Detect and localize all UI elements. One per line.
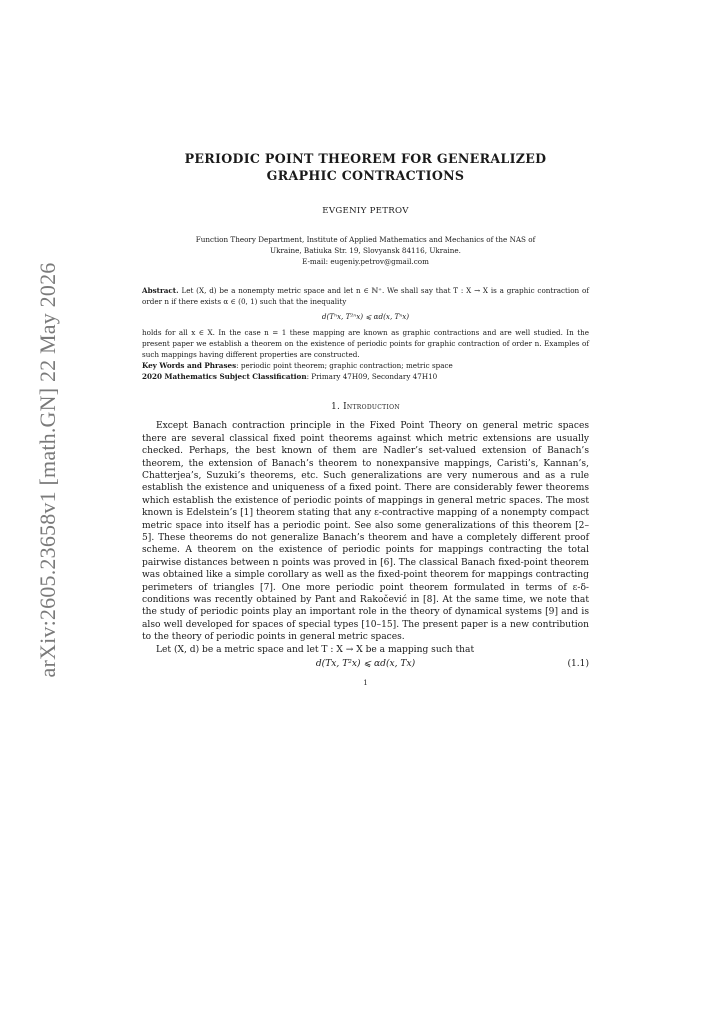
affiliation-line-2: Ukraine, Batiuka Str. 19, Slovyansk 84116, Ukraine. [270, 246, 461, 255]
affiliation-line-1: Function Theory Department, Institute of Applied Mathematics and Mechanics of the NAS of [195, 235, 536, 244]
section-heading: 1. Introduction [331, 402, 400, 413]
title-line-1: PERIODIC POINT THEOREM FOR GENERALIZED [184, 151, 547, 166]
abstract-equation: d(Tⁿx, T²ⁿx) ⩽ αd(x, Tⁿx) [321, 311, 410, 321]
msc-label: 2020 Mathematics Subject Classification [142, 371, 307, 381]
author-name: EVGENIY PETROV [322, 206, 409, 216]
paper-page [142, 150, 589, 687]
page-number: 1 [363, 679, 368, 688]
keywords-text: : periodic point theorem; graphic contraction; metric space [236, 360, 453, 370]
msc-text: : Primary 47H09, Secondary 47H10 [306, 371, 438, 381]
introduction-body [142, 420, 589, 656]
affiliation-email: E-mail: eugeniy.petrov@gmail.com [302, 257, 429, 266]
equation-main: d(Tx, T²x) ⩽ αd(x, Tx) [315, 659, 416, 670]
arxiv-side-stamp [30, 240, 66, 700]
abstract-block [142, 286, 589, 382]
title-line-2: GRAPHIC CONTRACTIONS [266, 168, 465, 183]
abstract-paragraph-1 [142, 286, 589, 308]
paper-title [142, 150, 589, 184]
abstract-label: Abstract. [142, 286, 179, 295]
abstract-text-2: holds for all x ∈ X. In the case n = 1 these mapping are known as graphic contractions and are well studied. In the present paper we establish a theorem on the existence of periodic points for graphic contraction of order n. Examples of such mappings having different properties are constructed. [142, 328, 589, 359]
affiliation [142, 234, 589, 267]
intro-paragraph: Except Banach contraction principle in the Fixed Point Theory on general metric spaces there are several classical fixed point theorems against which metric extensions are usually checked. Perhaps, the best known of them are Nadler’s set-valued extension of Banach’s theorem, the extension of Banach’s theorem to nonexpansive mappings, Caristi’s, Kannan’s, Chatterjea’s, Suzuki’s theorems, etc. Such generalizations are very numerous and as a rule establish the existence and uniqueness of a fixed point. There are considerably fewer theorems which establish the existence of periodic points of mappings in general metric spaces. The most known is Edelstein’s [1] theorem stating that any ε-contractive mapping of a nonempty compact metric space into itself has a periodic point. See also some generalizations of this theorem [2–5]. These theorems do not generalize Banach’s theorem and have a completely different proof scheme. A theorem on the existence of periodic points for mappings contracting the total pairwise distances between n points was proved in [6]. The classical Banach fixed-point theorem was obtained like a simple corollary as well as the fixed-point theorem for mappings contracting perimeters of triangles [7]. One more periodic point theorem formulated in terms of ε-δ-conditions was recently obtained by Pant and Rakočević in [8]. At the same time, we note that the study of periodic points play an important role in the theory of dynamical systems [9] and is also well developed for spaces of special types [10–15]. The present paper is a new contribution to the theory of periodic points in general metric spaces. [142, 421, 589, 643]
arxiv-identifier: arXiv:2605.23658v1 [math.GN] 22 May 2026 [35, 262, 60, 678]
definition-paragraph: Let (X, d) be a metric space and let T : X → X be a mapping such that [156, 644, 475, 655]
abstract-text-1: Let (X, d) be a nonempty metric space and let n ∈ ℕ⁺. We shall say that T : X → X is a graphic contraction of order n if there exists α ∈ (0, 1) such that the inequality [142, 286, 589, 306]
equation-1-1 [142, 659, 589, 675]
keywords-line [142, 361, 589, 372]
keywords-label: Key Words and Phrases [142, 360, 237, 370]
equation-number: (1.1) [567, 659, 589, 670]
msc-line [142, 372, 589, 383]
